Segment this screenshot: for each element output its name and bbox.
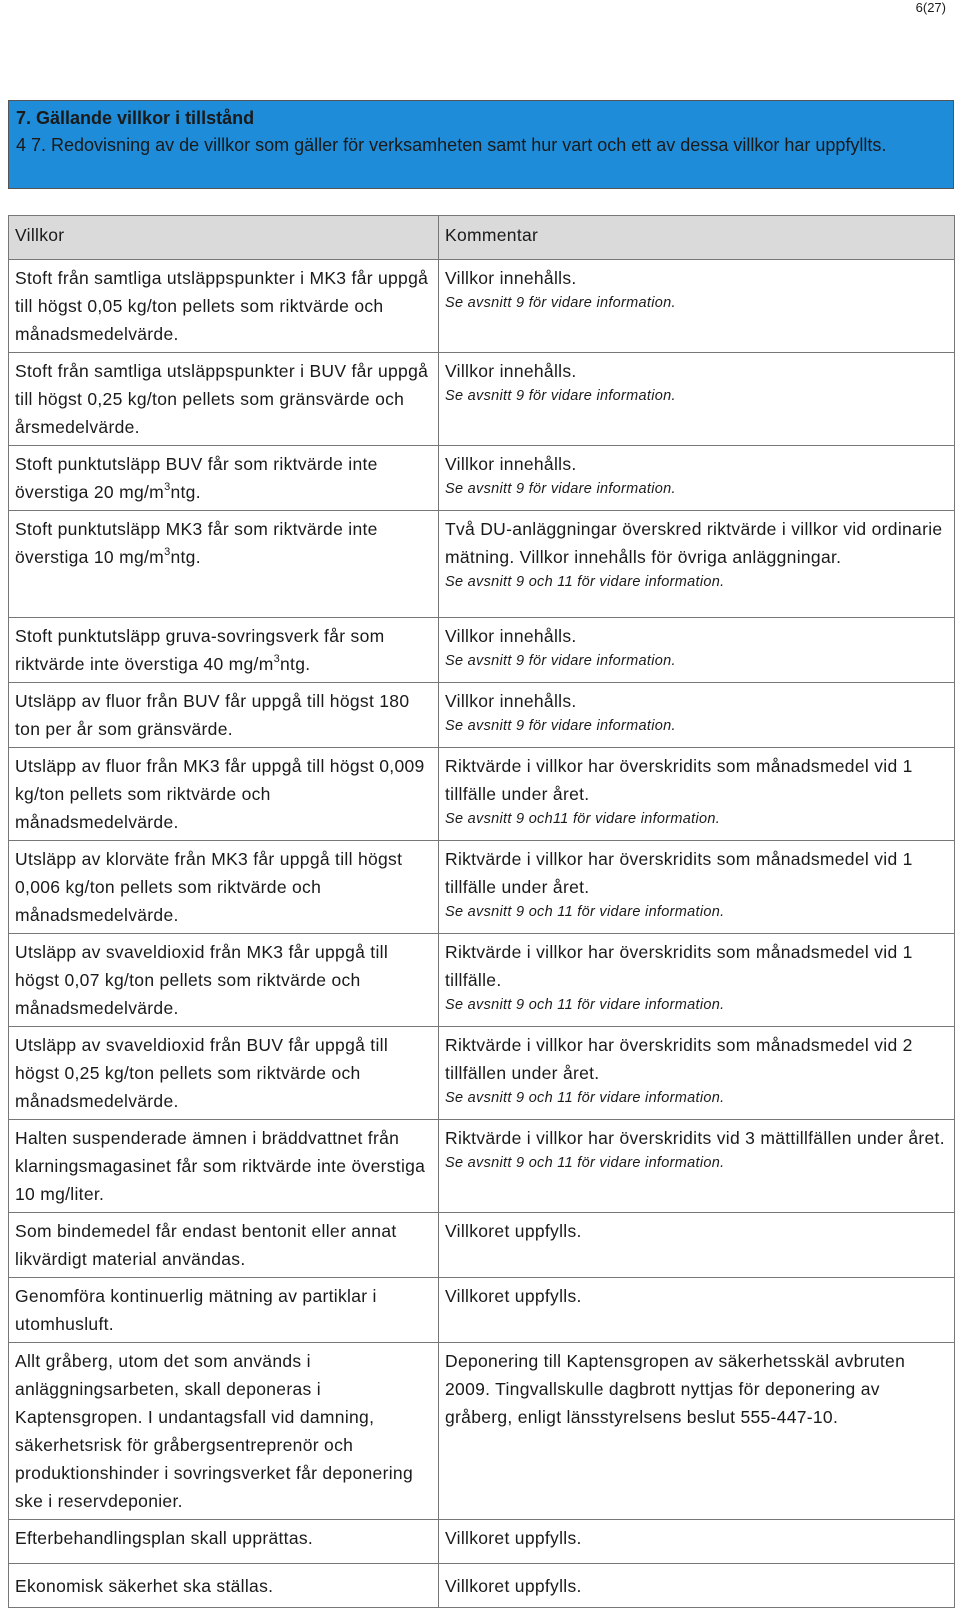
unit-superscript: 3 xyxy=(273,653,281,665)
comment-text: Villkor innehålls. xyxy=(445,454,577,474)
section-subtitle: 4 7. Redovisning av de villkor som gäller för verksamheten samt hur vart och ett av dessa villkor har uppfyllts. xyxy=(16,135,887,155)
header-condition: Villkor xyxy=(9,216,439,260)
reference-note: Se avsnitt 9 för vidare information. xyxy=(445,653,676,669)
condition-text: Allt gråberg, utom det som används i anläggningsarbeten, skall deponeras i Kaptensgropen. I undantagsfall vid damning, säkerhetsrisk för gråbergsentreprenör och produktionshinder i sovringsverket får deponering ske i reservdeponier. xyxy=(15,1351,413,1511)
comment-cell xyxy=(439,934,955,1027)
condition-text: Genomföra kontinuerlig mätning av partiklar i utomhusluft. xyxy=(15,1286,377,1334)
comment-text: Två DU-anläggningar överskred riktvärde i villkor vid ordinarie mätning. Villkor innehålls för övriga anläggningar. xyxy=(445,519,943,567)
comment-cell xyxy=(439,260,955,353)
condition-cell xyxy=(9,1213,439,1278)
unit-superscript: 3 xyxy=(164,481,171,493)
condition-text-tail: ntg. xyxy=(170,547,201,567)
comment-cell xyxy=(439,446,955,511)
condition-cell xyxy=(9,683,439,748)
condition-cell xyxy=(9,748,439,841)
header-comment: Kommentar xyxy=(439,216,955,260)
comment-cell xyxy=(439,683,955,748)
conditions-table xyxy=(8,215,955,1608)
reference-note: Se avsnitt 9 och 11 för vidare information. xyxy=(445,904,725,920)
condition-text-tail: ntg. xyxy=(170,482,201,502)
reference-note: Se avsnitt 9 och 11 för vidare information. xyxy=(445,574,725,590)
table-row xyxy=(9,934,955,1027)
reference-note: Se avsnitt 9 för vidare information. xyxy=(445,718,676,734)
comment-cell xyxy=(439,1027,955,1120)
page-number: 6(27) xyxy=(915,0,946,15)
table-row xyxy=(9,1520,955,1564)
comment-cell xyxy=(439,353,955,446)
table-row xyxy=(9,748,955,841)
comment-cell xyxy=(439,511,955,618)
condition-cell xyxy=(9,1564,439,1608)
condition-text: Stoft från samtliga utsläppspunkter i BUV får uppgå till högst 0,25 kg/ton pellets som gränsvärde och årsmedelvärde. xyxy=(15,361,429,437)
reference-note: Se avsnitt 9 för vidare information. xyxy=(445,481,676,497)
reference-note: Se avsnitt 9 och 11 för vidare information. xyxy=(445,1155,725,1171)
condition-cell xyxy=(9,260,439,353)
comment-text: Villkor innehålls. xyxy=(445,626,577,646)
reference-note: Se avsnitt 9 och11 för vidare information. xyxy=(445,811,721,827)
condition-cell xyxy=(9,353,439,446)
condition-cell xyxy=(9,446,439,511)
comment-text: Villkor innehålls. xyxy=(445,268,577,288)
condition-text: Utsläpp av fluor från BUV får uppgå till högst 180 ton per år som gränsvärde. xyxy=(15,691,410,739)
table-row xyxy=(9,683,955,748)
reference-note: Se avsnitt 9 för vidare information. xyxy=(445,388,676,404)
condition-cell xyxy=(9,841,439,934)
table-row xyxy=(9,353,955,446)
condition-cell xyxy=(9,1343,439,1520)
section-title: 7. Gällande villkor i tillstånd xyxy=(16,108,255,128)
condition-text: Stoft från samtliga utsläppspunkter i MK3 får uppgå till högst 0,05 kg/ton pellets som riktvärde och månadsmedelvärde. xyxy=(15,268,429,344)
table-row xyxy=(9,1120,955,1213)
condition-cell xyxy=(9,1278,439,1343)
reference-note: Se avsnitt 9 och 11 för vidare information. xyxy=(445,1090,725,1106)
table-body xyxy=(9,260,955,1608)
condition-text: Efterbehandlingsplan skall upprättas. xyxy=(15,1528,314,1548)
condition-text: Utsläpp av svaveldioxid från MK3 får uppgå till högst 0,07 kg/ton pellets som riktvärde och månadsmedelvärde. xyxy=(15,942,389,1018)
comment-cell xyxy=(439,1520,955,1564)
table-row xyxy=(9,1564,955,1608)
comment-cell xyxy=(439,1120,955,1213)
condition-text: Stoft punktutsläpp MK3 får som riktvärde inte överstiga 10 mg/m xyxy=(15,519,378,567)
comment-text: Riktvärde i villkor har överskridits vid 3 mättillfällen under året. xyxy=(445,1128,945,1148)
comment-text: Riktvärde i villkor har överskridits som månadsmedel vid 1 tillfälle. xyxy=(445,942,913,990)
condition-text-tail: ntg. xyxy=(280,654,311,674)
comment-text: Deponering till Kaptensgropen av säkerhetsskäl avbruten 2009. Tingvallskulle dagbrott nyttjas för deponering av gråberg, enligt länsstyrelsens beslut 555-447-10. xyxy=(445,1351,906,1427)
condition-cell xyxy=(9,1520,439,1564)
comment-text: Villkoret uppfylls. xyxy=(445,1221,582,1241)
condition-text: Ekonomisk säkerhet ska ställas. xyxy=(15,1575,274,1596)
comment-text: Riktvärde i villkor har överskridits som månadsmedel vid 1 tillfälle under året. xyxy=(445,756,913,804)
table-row xyxy=(9,841,955,934)
comment-cell xyxy=(439,1564,955,1608)
condition-text: Som bindemedel får endast bentonit eller annat likvärdigt material användas. xyxy=(15,1221,397,1269)
reference-note: Se avsnitt 9 för vidare information. xyxy=(445,295,676,311)
condition-cell xyxy=(9,934,439,1027)
table-row xyxy=(9,1343,955,1520)
comment-text: Villkoret uppfylls. xyxy=(445,1286,582,1306)
condition-text: Utsläpp av svaveldioxid från BUV får uppgå till högst 0,25 kg/ton pellets som riktvärde och månadsmedelvärde. xyxy=(15,1035,389,1111)
reference-note: Se avsnitt 9 och 11 för vidare information. xyxy=(445,997,725,1013)
comment-text: Villkor innehålls. xyxy=(445,691,577,711)
condition-text: Stoft punktutsläpp gruva-sovringsverk får som riktvärde inte överstiga 40 mg/m xyxy=(15,626,385,674)
comment-text: Villkoret uppfylls. xyxy=(445,1528,582,1548)
condition-text: Utsläpp av fluor från MK3 får uppgå till högst 0,009 kg/ton pellets som riktvärde och månadsmedelvärde. xyxy=(15,756,425,832)
condition-cell xyxy=(9,1120,439,1213)
condition-text: Halten suspenderade ämnen i bräddvattnet från klarningsmagasinet får som riktvärde inte överstiga 10 mg/liter. xyxy=(15,1128,426,1204)
table-row xyxy=(9,511,955,618)
comment-text: Villkoret uppfylls. xyxy=(445,1575,582,1596)
table-row xyxy=(9,1027,955,1120)
comment-text: Riktvärde i villkor har överskridits som månadsmedel vid 2 tillfällen under året. xyxy=(445,1035,913,1083)
comment-cell xyxy=(439,618,955,683)
unit-superscript: 3 xyxy=(164,546,171,558)
comment-cell xyxy=(439,1343,955,1520)
table-row xyxy=(9,618,955,683)
condition-cell xyxy=(9,511,439,618)
comment-cell xyxy=(439,1213,955,1278)
condition-text: Utsläpp av klorväte från MK3 får uppgå till högst 0,006 kg/ton pellets som riktvärde och månadsmedelvärde. xyxy=(15,849,403,925)
table-row xyxy=(9,260,955,353)
section-header xyxy=(8,100,954,189)
table-row xyxy=(9,1278,955,1343)
condition-text: Stoft punktutsläpp BUV får som riktvärde inte överstiga 20 mg/m xyxy=(15,454,378,502)
table-row xyxy=(9,1213,955,1278)
comment-text: Riktvärde i villkor har överskridits som månadsmedel vid 1 tillfälle under året. xyxy=(445,849,913,897)
comment-cell xyxy=(439,841,955,934)
comment-cell xyxy=(439,1278,955,1343)
condition-cell xyxy=(9,618,439,683)
table-header-row xyxy=(9,216,955,260)
comment-text: Villkor innehålls. xyxy=(445,361,577,381)
comment-cell xyxy=(439,748,955,841)
condition-cell xyxy=(9,1027,439,1120)
table-row xyxy=(9,446,955,511)
